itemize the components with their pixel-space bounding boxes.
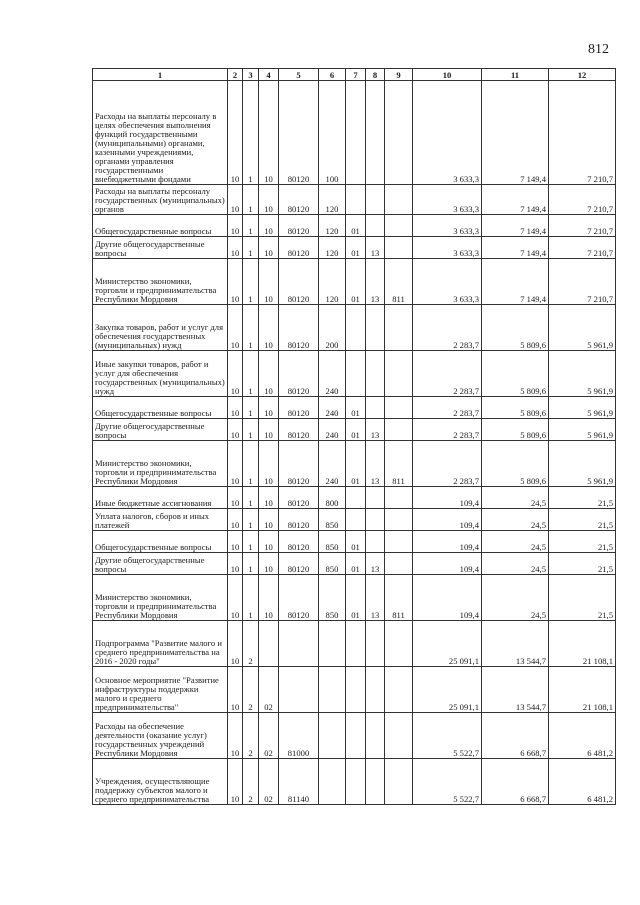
cell-col-4: 10 [259, 441, 279, 487]
cell-col-6: 850 [319, 509, 346, 531]
budget-table [92, 68, 616, 805]
cell-col-3: 1 [243, 305, 259, 351]
cell-col-3: 1 [243, 215, 259, 237]
cell-col-4: 10 [259, 531, 279, 553]
cell-col-7 [346, 621, 366, 667]
table-row [93, 397, 616, 419]
cell-col-5: 81140 [279, 759, 319, 805]
cell-col-11: 13 544,7 [482, 667, 549, 713]
cell-col-2: 10 [228, 81, 243, 185]
cell-col-2: 10 [228, 487, 243, 509]
cell-col-12: 5 961,9 [549, 305, 616, 351]
table-row [93, 237, 616, 259]
cell-col-7: 01 [346, 553, 366, 575]
table-body [93, 81, 616, 805]
cell-col-12: 21,5 [549, 553, 616, 575]
cell-col-12: 7 210,7 [549, 259, 616, 305]
cell-col-9 [385, 351, 413, 397]
cell-col-6: 100 [319, 81, 346, 185]
cell-col-10: 2 283,7 [413, 441, 482, 487]
cell-col-2: 10 [228, 531, 243, 553]
cell-col-11: 24,5 [482, 575, 549, 621]
cell-col-12: 7 210,7 [549, 215, 616, 237]
column-header: 8 [366, 69, 385, 81]
cell-col-8 [366, 487, 385, 509]
cell-col-12: 7 210,7 [549, 81, 616, 185]
cell-col-4: 10 [259, 215, 279, 237]
cell-col-2: 10 [228, 441, 243, 487]
cell-col-12: 5 961,9 [549, 419, 616, 441]
cell-col-5: 80120 [279, 553, 319, 575]
cell-col-3: 1 [243, 81, 259, 185]
cell-col-8: 13 [366, 441, 385, 487]
cell-col-11: 24,5 [482, 487, 549, 509]
cell-col-4: 10 [259, 397, 279, 419]
cell-col-10: 3 633,3 [413, 81, 482, 185]
cell-col-2: 10 [228, 397, 243, 419]
cell-col-9 [385, 759, 413, 805]
cell-col-11: 7 149,4 [482, 185, 549, 215]
cell-col-12: 21,5 [549, 531, 616, 553]
cell-col-5: 80120 [279, 237, 319, 259]
cell-col-3: 1 [243, 185, 259, 215]
cell-col-3: 1 [243, 397, 259, 419]
table-row [93, 531, 616, 553]
row-name-cell: Расходы на обеспечение деятельности (оказание услуг) государственных учреждений Республики Мордовия [93, 713, 228, 759]
table-row [93, 575, 616, 621]
cell-col-2: 10 [228, 621, 243, 667]
cell-col-3: 1 [243, 509, 259, 531]
cell-col-5: 80120 [279, 305, 319, 351]
cell-col-8 [366, 215, 385, 237]
cell-col-6: 120 [319, 185, 346, 215]
cell-col-5 [279, 667, 319, 713]
cell-col-3: 1 [243, 487, 259, 509]
cell-col-9 [385, 621, 413, 667]
cell-col-4 [259, 621, 279, 667]
cell-col-3: 1 [243, 531, 259, 553]
row-name-cell: Уплата налогов, сборов и иных платежей [93, 509, 228, 531]
cell-col-12: 5 961,9 [549, 351, 616, 397]
cell-col-8 [366, 185, 385, 215]
cell-col-11: 5 809,6 [482, 351, 549, 397]
cell-col-2: 10 [228, 713, 243, 759]
cell-col-11: 13 544,7 [482, 621, 549, 667]
cell-col-9 [385, 713, 413, 759]
cell-col-2: 10 [228, 553, 243, 575]
cell-col-12: 21,5 [549, 509, 616, 531]
cell-col-3: 1 [243, 441, 259, 487]
cell-col-5: 80120 [279, 215, 319, 237]
row-name-cell: Министерство экономики, торговли и предпринимательства Республики Мордовия [93, 575, 228, 621]
cell-col-12: 21,5 [549, 575, 616, 621]
cell-col-12: 7 210,7 [549, 185, 616, 215]
cell-col-10: 3 633,3 [413, 237, 482, 259]
cell-col-11: 6 668,7 [482, 713, 549, 759]
table-row [93, 81, 616, 185]
cell-col-10: 109,4 [413, 509, 482, 531]
table-row [93, 305, 616, 351]
cell-col-5: 81000 [279, 713, 319, 759]
cell-col-2: 10 [228, 185, 243, 215]
cell-col-11: 7 149,4 [482, 259, 549, 305]
column-header: 3 [243, 69, 259, 81]
cell-col-5: 80120 [279, 397, 319, 419]
cell-col-8: 13 [366, 553, 385, 575]
cell-col-8: 13 [366, 575, 385, 621]
row-name-cell: Министерство экономики, торговли и предпринимательства Республики Мордовия [93, 441, 228, 487]
table-row [93, 351, 616, 397]
cell-col-9 [385, 553, 413, 575]
cell-col-6: 200 [319, 305, 346, 351]
cell-col-6: 240 [319, 419, 346, 441]
cell-col-2: 10 [228, 667, 243, 713]
cell-col-11: 24,5 [482, 553, 549, 575]
cell-col-3: 1 [243, 553, 259, 575]
cell-col-11: 24,5 [482, 531, 549, 553]
cell-col-8 [366, 621, 385, 667]
cell-col-4: 02 [259, 759, 279, 805]
cell-col-10: 2 283,7 [413, 419, 482, 441]
cell-col-10: 109,4 [413, 531, 482, 553]
cell-col-7 [346, 713, 366, 759]
cell-col-7: 01 [346, 237, 366, 259]
cell-col-9 [385, 531, 413, 553]
column-header: 12 [549, 69, 616, 81]
cell-col-11: 5 809,6 [482, 305, 549, 351]
row-name-cell: Другие общегосударственные вопросы [93, 553, 228, 575]
cell-col-5: 80120 [279, 351, 319, 397]
cell-col-5: 80120 [279, 575, 319, 621]
cell-col-10: 2 283,7 [413, 351, 482, 397]
cell-col-6 [319, 759, 346, 805]
cell-col-6 [319, 713, 346, 759]
cell-col-9 [385, 509, 413, 531]
cell-col-3: 2 [243, 713, 259, 759]
cell-col-6: 850 [319, 575, 346, 621]
cell-col-10: 109,4 [413, 553, 482, 575]
cell-col-4: 10 [259, 237, 279, 259]
cell-col-7: 01 [346, 419, 366, 441]
cell-col-12: 5 961,9 [549, 441, 616, 487]
cell-col-6: 850 [319, 553, 346, 575]
table-row [93, 419, 616, 441]
cell-col-4: 10 [259, 259, 279, 305]
cell-col-7 [346, 509, 366, 531]
table-row [93, 259, 616, 305]
cell-col-2: 10 [228, 419, 243, 441]
cell-col-4: 10 [259, 81, 279, 185]
row-name-cell: Закупка товаров, работ и услуг для обеспечения государственных (муниципальных) нужд [93, 305, 228, 351]
cell-col-12: 5 961,9 [549, 397, 616, 419]
cell-col-4: 10 [259, 487, 279, 509]
column-header: 9 [385, 69, 413, 81]
cell-col-12: 21 108,1 [549, 667, 616, 713]
cell-col-8 [366, 397, 385, 419]
cell-col-8: 13 [366, 259, 385, 305]
cell-col-8 [366, 713, 385, 759]
cell-col-3: 1 [243, 237, 259, 259]
cell-col-8 [366, 531, 385, 553]
cell-col-6 [319, 621, 346, 667]
cell-col-10: 2 283,7 [413, 305, 482, 351]
cell-col-5: 80120 [279, 441, 319, 487]
cell-col-10: 3 633,3 [413, 259, 482, 305]
cell-col-4: 10 [259, 575, 279, 621]
row-name-cell: Расходы на выплаты персоналу государственных (муниципальных) органов [93, 185, 228, 215]
cell-col-5: 80120 [279, 487, 319, 509]
cell-col-6 [319, 667, 346, 713]
cell-col-9 [385, 81, 413, 185]
cell-col-6: 120 [319, 237, 346, 259]
cell-col-2: 10 [228, 759, 243, 805]
cell-col-4: 02 [259, 667, 279, 713]
cell-col-4: 02 [259, 713, 279, 759]
row-name-cell: Расходы на выплаты персоналу в целях обеспечения выполнения функций государственными (муниципальными) органами, казенными учреждениями, органами управления государственными внебюджетными фондами [93, 81, 228, 185]
cell-col-5 [279, 621, 319, 667]
row-name-cell: Иные закупки товаров, работ и услуг для обеспечения государственных (муниципальных) нужд [93, 351, 228, 397]
cell-col-9 [385, 305, 413, 351]
cell-col-7: 01 [346, 215, 366, 237]
cell-col-2: 10 [228, 575, 243, 621]
cell-col-7: 01 [346, 397, 366, 419]
column-header: 7 [346, 69, 366, 81]
cell-col-10: 3 633,3 [413, 185, 482, 215]
table-row [93, 667, 616, 713]
table-row [93, 713, 616, 759]
column-header: 11 [482, 69, 549, 81]
cell-col-2: 10 [228, 215, 243, 237]
cell-col-12: 7 210,7 [549, 237, 616, 259]
cell-col-9 [385, 237, 413, 259]
cell-col-11: 5 809,6 [482, 419, 549, 441]
cell-col-6: 800 [319, 487, 346, 509]
cell-col-3: 2 [243, 759, 259, 805]
cell-col-10: 109,4 [413, 487, 482, 509]
cell-col-6: 120 [319, 215, 346, 237]
cell-col-6: 120 [319, 259, 346, 305]
cell-col-8: 13 [366, 237, 385, 259]
cell-col-4: 10 [259, 509, 279, 531]
table-row [93, 621, 616, 667]
cell-col-6: 240 [319, 441, 346, 487]
cell-col-9 [385, 487, 413, 509]
cell-col-10: 2 283,7 [413, 397, 482, 419]
column-header: 1 [93, 69, 228, 81]
cell-col-11: 6 668,7 [482, 759, 549, 805]
row-name-cell: Другие общегосударственные вопросы [93, 237, 228, 259]
table-row [93, 553, 616, 575]
cell-col-8 [366, 667, 385, 713]
row-name-cell: Подпрограмма "Развитие малого и среднего предпринимательства на 2016 - 2020 годы" [93, 621, 228, 667]
cell-col-11: 5 809,6 [482, 441, 549, 487]
column-header: 10 [413, 69, 482, 81]
cell-col-7 [346, 351, 366, 397]
cell-col-12: 6 481,2 [549, 759, 616, 805]
cell-col-10: 109,4 [413, 575, 482, 621]
cell-col-5: 80120 [279, 509, 319, 531]
cell-col-8 [366, 351, 385, 397]
cell-col-2: 10 [228, 259, 243, 305]
cell-col-7 [346, 667, 366, 713]
cell-col-5: 80120 [279, 419, 319, 441]
page-number: 812 [588, 42, 609, 57]
cell-col-6: 850 [319, 531, 346, 553]
cell-col-7 [346, 185, 366, 215]
cell-col-7 [346, 487, 366, 509]
cell-col-10: 25 091,1 [413, 621, 482, 667]
row-name-cell: Основное мероприятие "Развитие инфраструктуры поддержки малого и среднего предпринимательства" [93, 667, 228, 713]
cell-col-9 [385, 215, 413, 237]
cell-col-7 [346, 81, 366, 185]
cell-col-7: 01 [346, 441, 366, 487]
cell-col-5: 80120 [279, 185, 319, 215]
cell-col-2: 10 [228, 351, 243, 397]
row-name-cell: Общегосударственные вопросы [93, 215, 228, 237]
column-header: 5 [279, 69, 319, 81]
cell-col-4: 10 [259, 351, 279, 397]
cell-col-11: 5 809,6 [482, 397, 549, 419]
cell-col-4: 10 [259, 305, 279, 351]
row-name-cell: Общегосударственные вопросы [93, 397, 228, 419]
cell-col-3: 2 [243, 667, 259, 713]
row-name-cell: Иные бюджетные ассигнования [93, 487, 228, 509]
cell-col-9: 811 [385, 259, 413, 305]
table-row [93, 185, 616, 215]
cell-col-8: 13 [366, 419, 385, 441]
cell-col-5: 80120 [279, 531, 319, 553]
row-name-cell: Учреждения, осуществляющие поддержку субъектов малого и среднего предпринимательства [93, 759, 228, 805]
cell-col-4: 10 [259, 553, 279, 575]
cell-col-7: 01 [346, 531, 366, 553]
cell-col-11: 7 149,4 [482, 215, 549, 237]
cell-col-3: 1 [243, 575, 259, 621]
cell-col-2: 10 [228, 237, 243, 259]
cell-col-11: 7 149,4 [482, 237, 549, 259]
cell-col-6: 240 [319, 351, 346, 397]
cell-col-8 [366, 759, 385, 805]
cell-col-12: 6 481,2 [549, 713, 616, 759]
cell-col-5: 80120 [279, 259, 319, 305]
cell-col-2: 10 [228, 305, 243, 351]
cell-col-4: 10 [259, 419, 279, 441]
cell-col-3: 1 [243, 419, 259, 441]
column-header: 2 [228, 69, 243, 81]
cell-col-5: 80120 [279, 81, 319, 185]
cell-col-9: 811 [385, 441, 413, 487]
cell-col-9 [385, 185, 413, 215]
cell-col-3: 1 [243, 351, 259, 397]
cell-col-3: 1 [243, 259, 259, 305]
cell-col-7 [346, 305, 366, 351]
cell-col-10: 5 522,7 [413, 759, 482, 805]
table-row [93, 487, 616, 509]
table-row [93, 509, 616, 531]
cell-col-2: 10 [228, 509, 243, 531]
cell-col-7 [346, 759, 366, 805]
cell-col-12: 21,5 [549, 487, 616, 509]
column-header: 4 [259, 69, 279, 81]
cell-col-7: 01 [346, 575, 366, 621]
table-row [93, 215, 616, 237]
cell-col-9 [385, 397, 413, 419]
cell-col-6: 240 [319, 397, 346, 419]
cell-col-11: 24,5 [482, 509, 549, 531]
cell-col-9 [385, 667, 413, 713]
table-row [93, 759, 616, 805]
cell-col-8 [366, 81, 385, 185]
table-row [93, 441, 616, 487]
table-header-row [93, 69, 616, 81]
cell-col-11: 7 149,4 [482, 81, 549, 185]
cell-col-8 [366, 509, 385, 531]
cell-col-12: 21 108,1 [549, 621, 616, 667]
row-name-cell: Общегосударственные вопросы [93, 531, 228, 553]
cell-col-9 [385, 419, 413, 441]
cell-col-4: 10 [259, 185, 279, 215]
cell-col-10: 5 522,7 [413, 713, 482, 759]
cell-col-7: 01 [346, 259, 366, 305]
row-name-cell: Министерство экономики, торговли и предпринимательства Республики Мордовия [93, 259, 228, 305]
cell-col-10: 3 633,3 [413, 215, 482, 237]
cell-col-8 [366, 305, 385, 351]
cell-col-10: 25 091,1 [413, 667, 482, 713]
cell-col-3: 2 [243, 621, 259, 667]
row-name-cell: Другие общегосударственные вопросы [93, 419, 228, 441]
column-header: 6 [319, 69, 346, 81]
cell-col-9: 811 [385, 575, 413, 621]
